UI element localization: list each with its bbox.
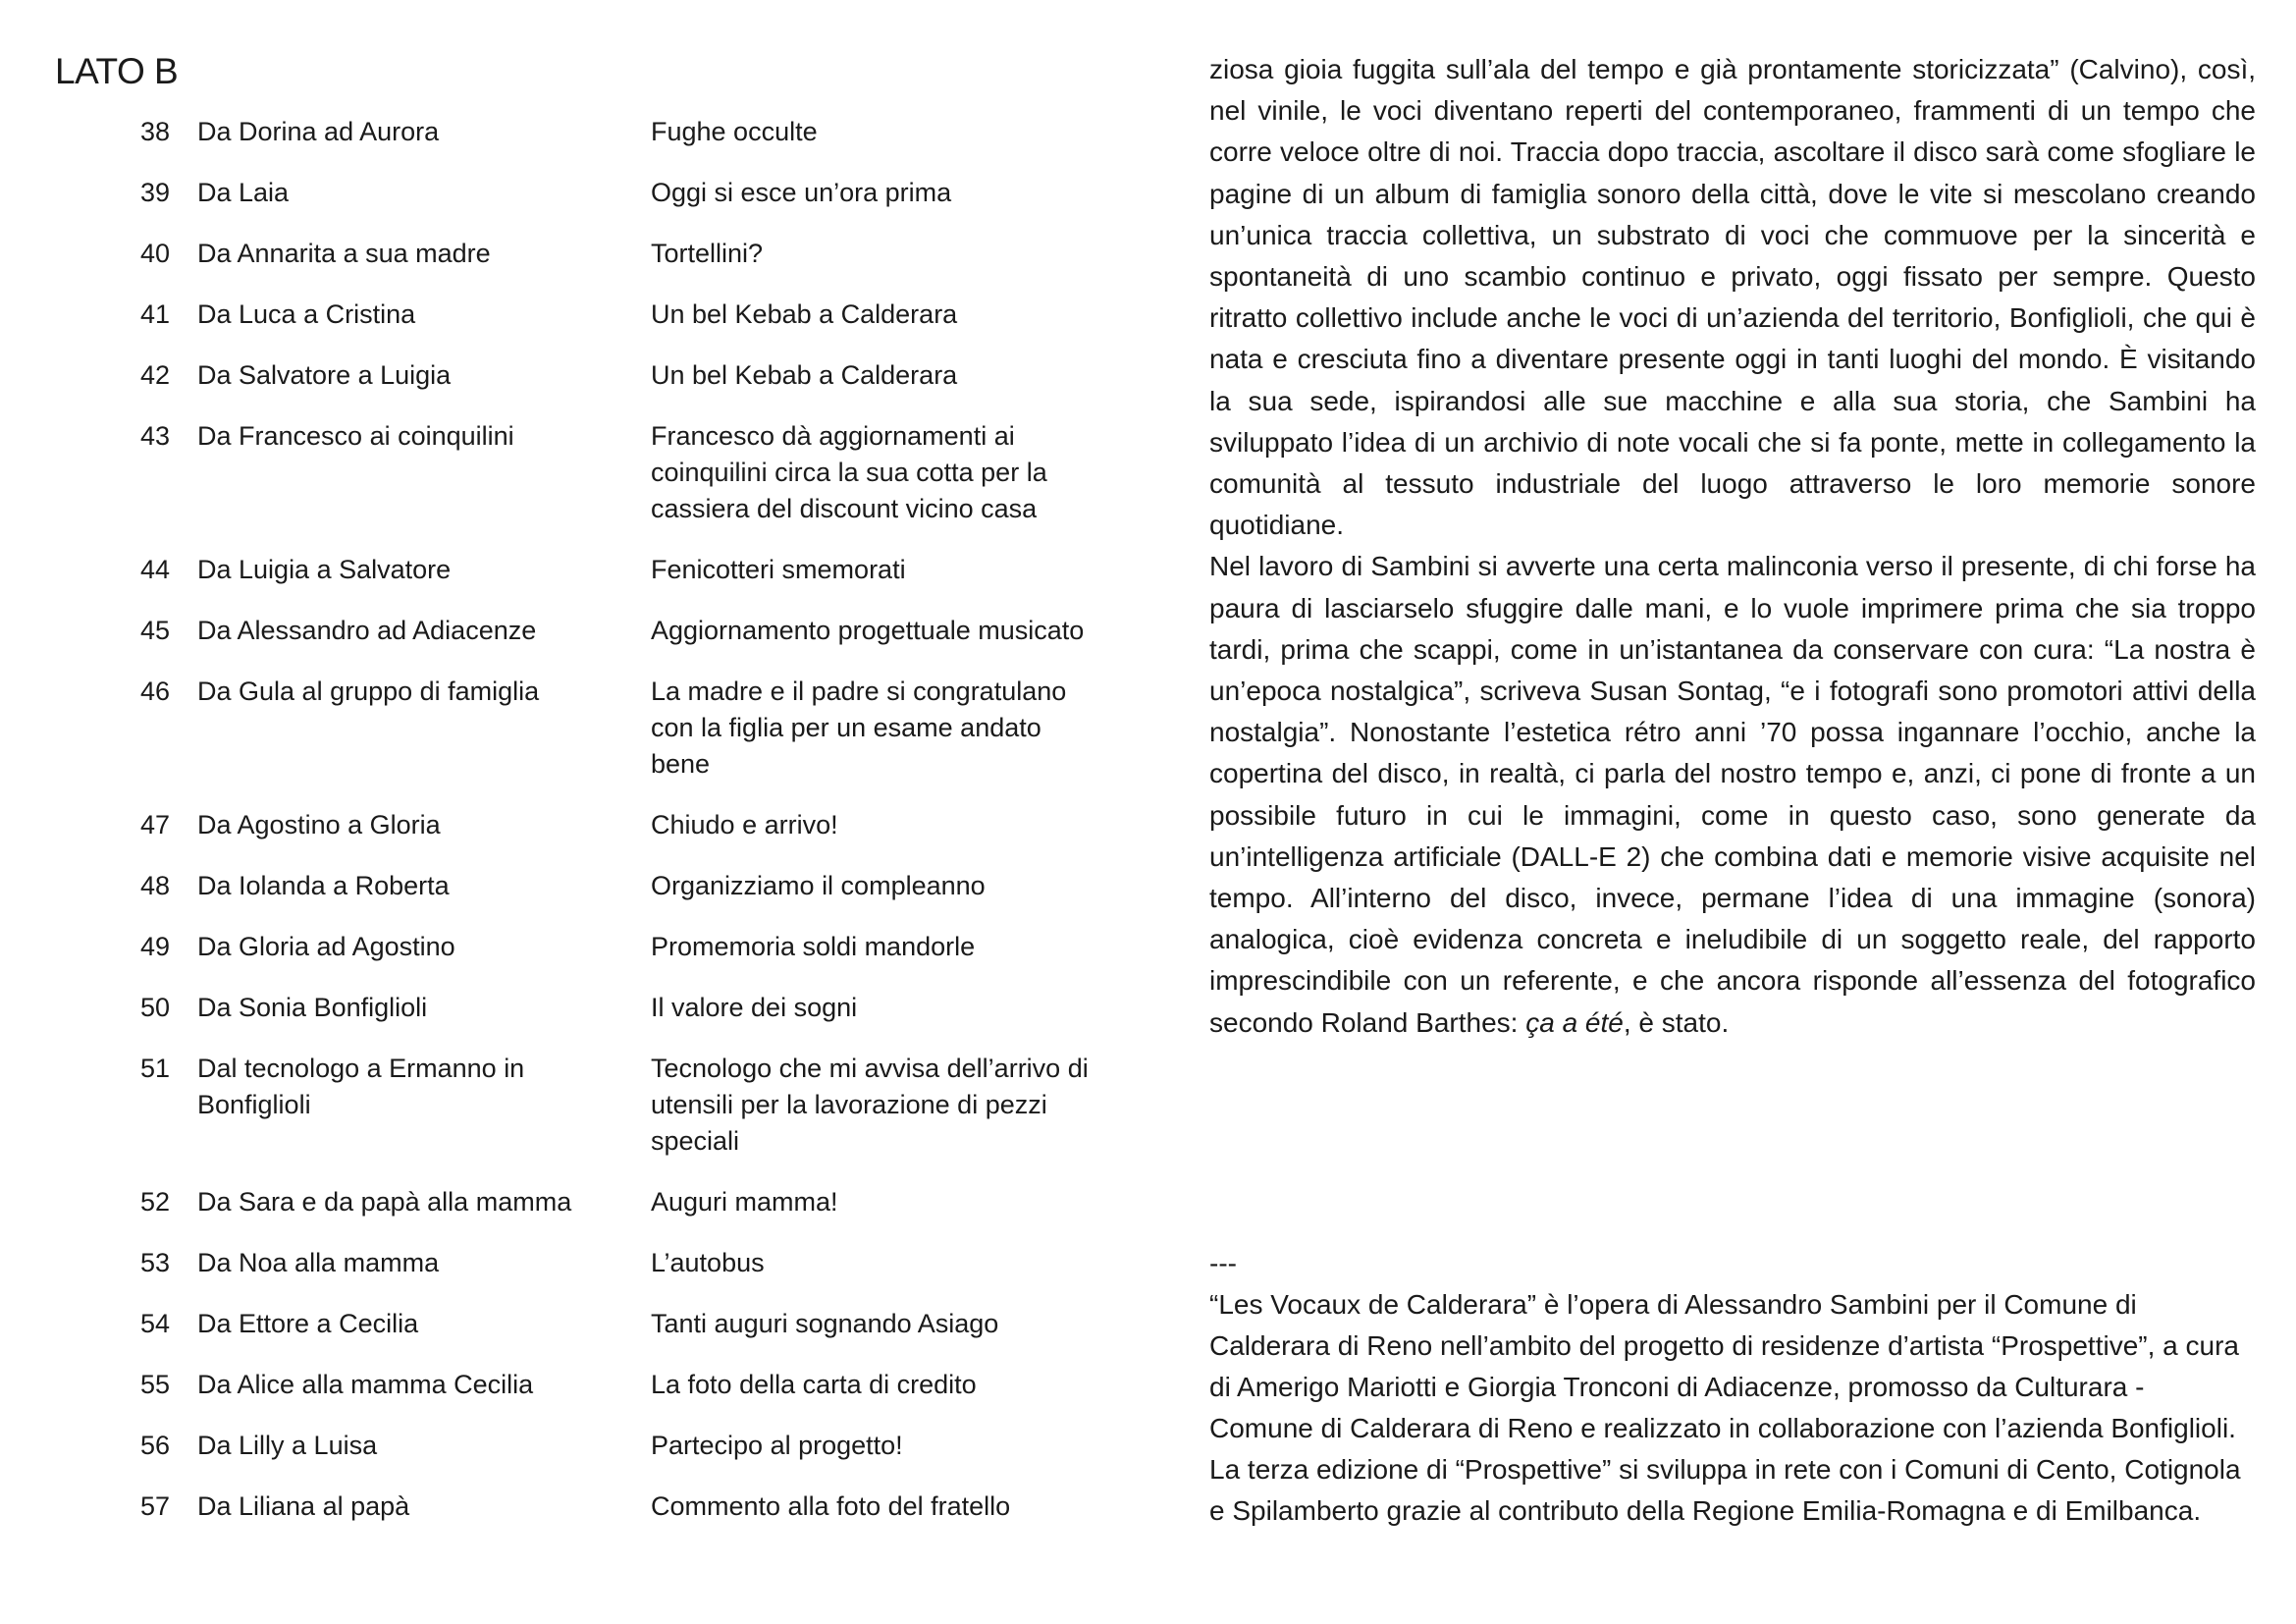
essay-column [1209, 49, 2256, 1044]
track-number: 56 [139, 1431, 170, 1460]
track-title: Un bel Kebab a Calderara [651, 360, 958, 390]
track-title: La foto della carta di credito [651, 1370, 977, 1399]
track-row [55, 1428, 1135, 1464]
track-number: 48 [139, 871, 170, 900]
track-number: 50 [139, 993, 170, 1022]
track-row [55, 418, 1135, 527]
track-row [55, 674, 1135, 783]
track-sender: Dal tecnologo a Ermanno in Bonfiglioli [197, 1054, 525, 1119]
track-title: Oggi si esce un’ora prima [651, 178, 952, 207]
track-row [55, 236, 1135, 272]
track-title: Un bel Kebab a Calderara [651, 299, 958, 329]
track-list [55, 114, 1135, 1525]
track-title: Il valore dei sogni [651, 993, 858, 1022]
track-title: Fughe occulte [651, 117, 818, 146]
track-row [55, 1184, 1135, 1220]
track-title: Chiudo e arrivo! [651, 810, 838, 839]
track-number: 38 [139, 117, 170, 146]
track-sender: Da Gloria ad Agostino [197, 932, 455, 961]
track-sender: Da Luigia a Salvatore [197, 555, 452, 584]
essay-paragraph-1: ziosa gioia fuggita sull’ala del tempo e già prontamente storicizzata” (Calvino), così, nel vinile, le voci diventano reperti del contemporaneo, frammenti di un tempo che corre veloce oltre di noi. Traccia dopo traccia, ascoltare il disco sarà come sfogliare le pagine di un album di famiglia sonoro della città, dove le vite si mescolano creando un’unica traccia collettiva, un substrato di voci che commuove per la sincerità e spontaneità di uno scambio continuo e privato, oggi fissato per sempre. Questo ritratto collettivo include anche le voci di un’azienda del territorio, Bonfiglioli, che qui è nata e cresciuta fino a diventare presente oggi in tanti luoghi del mondo. È visitando la sua sede, ispirandosi alle sue macchine e alla sua storia, che Sambini ha sviluppato l’idea di un archivio di note vocali che si fa ponte, mette in collegamento la comunità al tessuto industriale del luogo attraverso le loro memorie sonore quotidiane. [1209, 54, 2256, 541]
track-sender: Da Alessandro ad Adiacenze [197, 616, 537, 645]
track-number: 42 [139, 360, 170, 390]
track-sender: Da Noa alla mamma [197, 1248, 440, 1277]
track-number: 52 [139, 1187, 170, 1217]
track-title: Tecnologo che mi avvisa dell’arrivo di utensili per la lavorazione di pezzi speciali [651, 1054, 1089, 1156]
track-number: 54 [139, 1309, 170, 1338]
track-number: 53 [139, 1248, 170, 1277]
track-sender: Da Gula al gruppo di famiglia [197, 677, 540, 706]
track-row [55, 990, 1135, 1026]
track-title: Organizziamo il compleanno [651, 871, 986, 900]
track-sender: Da Salvatore a Luigia [197, 360, 452, 390]
side-title: LATO B [55, 51, 179, 91]
track-row [55, 1367, 1135, 1403]
track-row [55, 1489, 1135, 1525]
track-title: Tortellini? [651, 239, 764, 268]
track-row [55, 175, 1135, 211]
track-sender: Da Alice alla mamma Cecilia [197, 1370, 534, 1399]
track-row [55, 297, 1135, 333]
track-row [55, 114, 1135, 150]
track-row [55, 357, 1135, 394]
track-number: 47 [139, 810, 170, 839]
track-sender: Da Sara e da papà alla mamma [197, 1187, 572, 1217]
track-row [55, 613, 1135, 649]
track-sender: Da Annarita a sua madre [197, 239, 491, 268]
track-title: Tanti auguri sognando Asiago [651, 1309, 999, 1338]
track-sender: Da Luca a Cristina [197, 299, 416, 329]
track-number: 55 [139, 1370, 170, 1399]
track-title: La madre e il padre si congratulano con la figlia per un esame andato bene [651, 677, 1067, 779]
track-number: 39 [139, 178, 170, 207]
track-title: Partecipo al progetto! [651, 1431, 903, 1460]
track-number: 46 [139, 677, 170, 706]
track-sender: Da Liliana al papà [197, 1491, 410, 1521]
track-number: 57 [139, 1491, 170, 1521]
essay-paragraph-2-end: , è stato. [1623, 1006, 1730, 1038]
track-row [55, 1245, 1135, 1281]
track-row [55, 807, 1135, 843]
track-row [55, 552, 1135, 588]
track-row [55, 929, 1135, 965]
track-list-column [55, 47, 1135, 1549]
track-number: 40 [139, 239, 170, 268]
track-title: Auguri mamma! [651, 1187, 838, 1217]
track-title: Francesco dà aggiornamenti ai coinquilini circa la sua cotta per la cassiera del discount vicino casa [651, 421, 1047, 523]
essay-paragraph-2 [1209, 546, 2256, 1043]
track-sender: Da Francesco ai coinquilini [197, 421, 514, 451]
credits-note: “Les Vocaux de Calderara” è l’opera di Alessandro Sambini per il Comune di Calderara di Reno nell’ambito del progetto di residenze d’artista “Prospettive”, a cura di Amerigo Mariotti e Giorgia Tronconi di Adiacenze, promosso da Culturara - Comune di Calderara di Reno e realizzato in collaborazione con l’azienda Bonfiglioli. La terza edizione di “Prospettive” si sviluppa in rete con i Comuni di Cento, Cotignola e Spilamberto grazie al contributo della Regione Emilia-Romagna e di Emilbanca. [1209, 1289, 2241, 1526]
separator: --- [1209, 1248, 1237, 1278]
track-title: Commento alla foto del fratello [651, 1491, 1011, 1521]
track-sender: Da Laia [197, 178, 290, 207]
track-title: Fenicotteri smemorati [651, 555, 906, 584]
track-sender: Da Iolanda a Roberta [197, 871, 450, 900]
track-sender: Da Dorina ad Aurora [197, 117, 440, 146]
track-row [55, 868, 1135, 904]
track-sender: Da Lilly a Luisa [197, 1431, 378, 1460]
track-title: L’autobus [651, 1248, 765, 1277]
track-title: Aggiornamento progettuale musicato [651, 616, 1085, 645]
track-title: Promemoria soldi mandorle [651, 932, 976, 961]
track-row [55, 1051, 1135, 1160]
essay-paragraph-2-italic: ça a été [1525, 1006, 1624, 1038]
essay-paragraph-2-start: Nel lavoro di Sambini si avverte una certa malinconia verso il presente, di chi forse ha paura di lasciarselo sfuggire dalle mani, e lo vuole imprimere prima che sia troppo tardi, prima che scappi, come in un’istantanea da conservare con cura: “La nostra è un’epoca nostalgica”, scriveva Susan Sontag, “e i fotografi sono promotori attivi della nostalgia”. Nonostante l’estetica rétro anni ’70 possa ingannare l’occhio, anche la copertina del disco, in realtà, ci parla del nostro tempo e, anzi, ci pone di fronte a un possibile futuro in cui le immagini, come in questo caso, sono generate da un’intelligenza artificiale (DALL-E 2) che combina dati e memorie visive acquisite nel tempo. All’interno del disco, invece, permane l’idea di una immagine (sonora) analogica, cioè evidenza concreta e ineludibile di un soggetto reale, del rapporto imprescindibile con un referente, e che ancora risponde all’essenza del fotografico secondo Roland Barthes: [1209, 551, 2256, 1038]
track-number: 44 [139, 555, 170, 584]
track-number: 43 [139, 421, 170, 451]
track-number: 45 [139, 616, 170, 645]
track-number: 49 [139, 932, 170, 961]
track-sender: Da Agostino a Gloria [197, 810, 441, 839]
track-number: 51 [139, 1054, 170, 1083]
track-row [55, 1306, 1135, 1342]
track-number: 41 [139, 299, 170, 329]
track-sender: Da Ettore a Cecilia [197, 1309, 419, 1338]
track-sender: Da Sonia Bonfiglioli [197, 993, 428, 1022]
